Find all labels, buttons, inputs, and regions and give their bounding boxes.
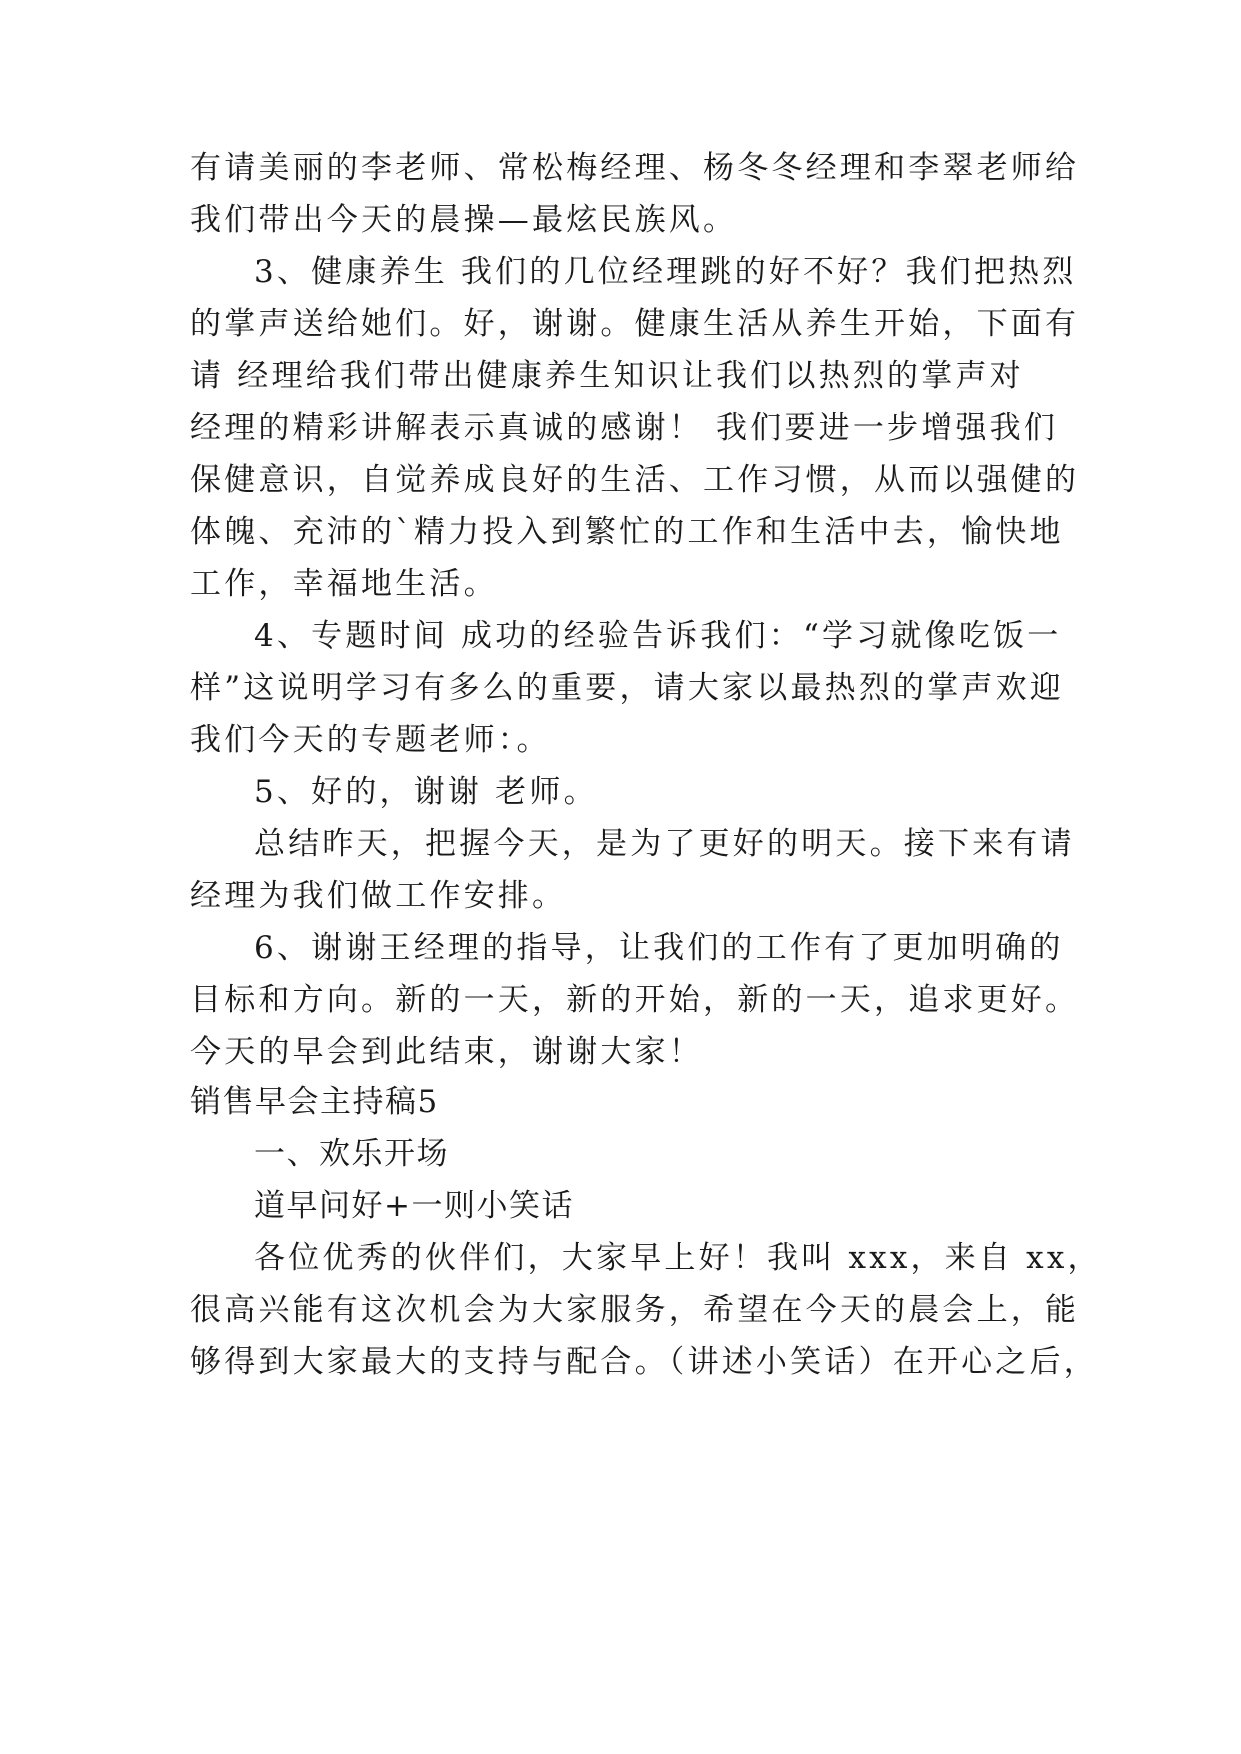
text-line: 有请美丽的李老师、常松梅经理、杨冬冬经理和李翠老师给 (190, 150, 1080, 186)
text-line: 经理的精彩讲解表示真诚的感谢！ 我们要进一步增强我们 (190, 410, 1059, 446)
text-line: 请 经理给我们带出健康养生知识让我们以热烈的掌声对 (190, 358, 1024, 394)
paragraph-3-start: 3、健康养生 我们的几位经理跳的好不好？我们把热烈 (254, 254, 1077, 290)
paragraph-6-start: 6、谢谢王经理的指导，让我们的工作有了更加明确的 (254, 930, 1064, 966)
text-line: 今天的早会到此结束，谢谢大家！ (190, 1034, 703, 1070)
subsection-subtitle: 道早问好+一则小笑话 (254, 1188, 574, 1224)
paragraph-4-start: 4、专题时间 成功的经验告诉我们：“学习就像吃饭一 (254, 618, 1062, 654)
text-line: 我们今天的专题老师：。 (190, 722, 551, 758)
subsection-heading: 一、欢乐开场 (254, 1136, 449, 1172)
text-line: 经理为我们做工作安排。 (190, 878, 567, 914)
paragraph-summary-start: 总结昨天，把握今天，是为了更好的明天。接下来有请 (254, 826, 1075, 862)
text-line: 目标和方向。新的一天，新的开始，新的一天，追求更好。 (190, 982, 1080, 1018)
text-line: 保健意识，自觉养成良好的生活、工作习惯，从而以强健的 (190, 462, 1080, 498)
text-line: 很高兴能有这次机会为大家服务，希望在今天的晨会上，能 (190, 1292, 1080, 1328)
text-line: 够得到大家最大的支持与配合。（讲述小笑话）在开心之后， (190, 1344, 1098, 1380)
paragraph-intro-start: 各位优秀的伙伴们，大家早上好！我叫 xxx，来自 xx， (254, 1240, 1102, 1276)
text-line: 我们带出今天的晨操—最炫民族风。 (190, 202, 738, 238)
text-line: 的掌声送给她们。好，谢谢。健康生活从养生开始，下面有 (190, 306, 1080, 342)
text-line: 体魄、充沛的`精力投入到繁忙的工作和生活中去，愉快地 (190, 514, 1064, 550)
text-line: 工作，幸福地生活。 (190, 566, 498, 602)
paragraph-5-start: 5、好的，谢谢 老师。 (254, 774, 598, 810)
text-line: 样”这说明学习有多么的重要，请大家以最热烈的掌声欢迎 (190, 670, 1065, 706)
section-heading: 销售早会主持稿5 (190, 1084, 439, 1120)
